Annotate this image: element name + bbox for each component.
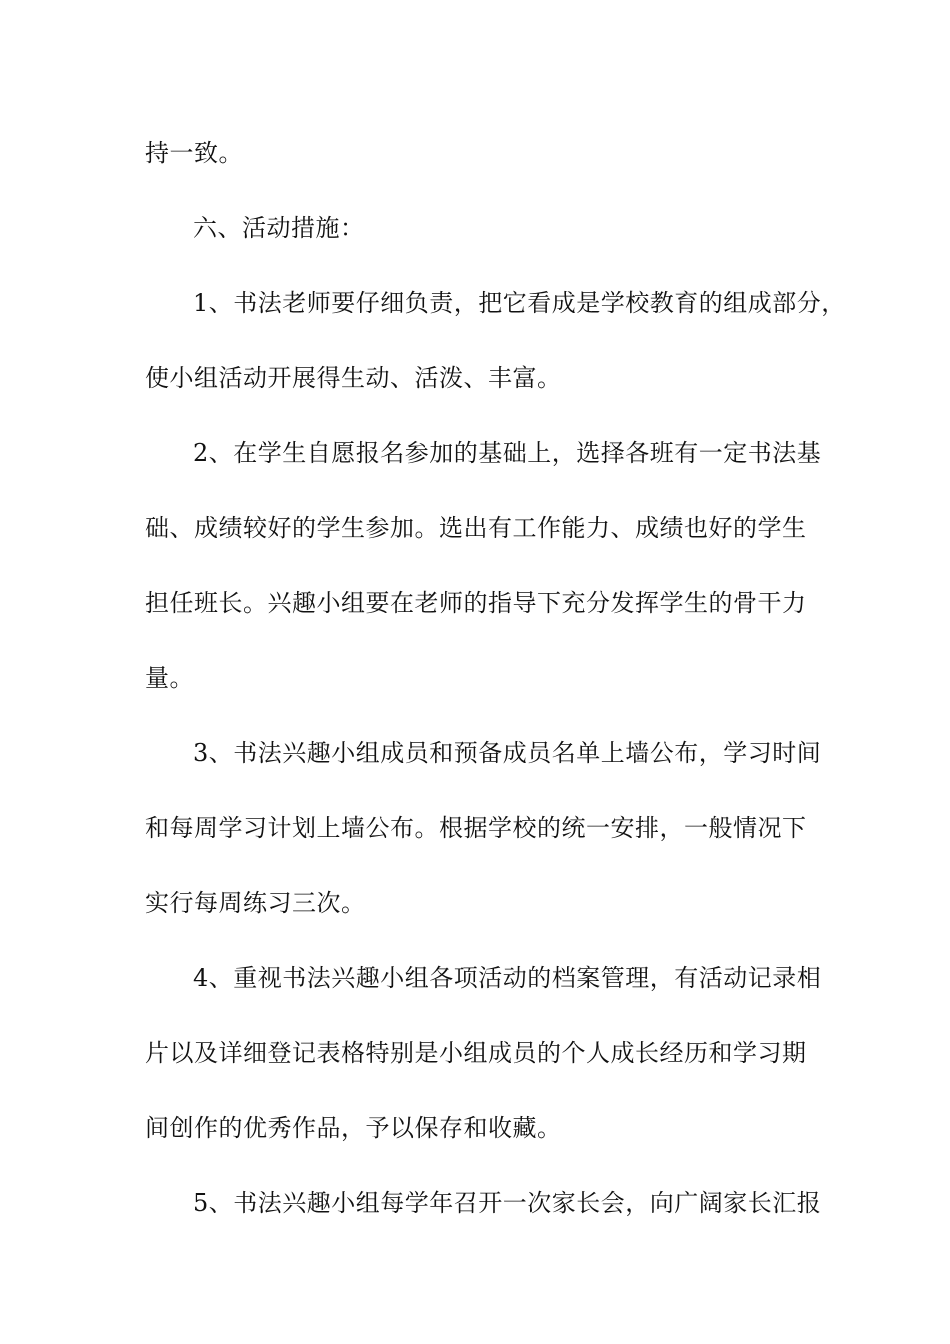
paragraph-line: 间创作的优秀作品，予以保存和收藏。: [145, 1114, 562, 1142]
section-heading: 六、活动措施：: [193, 214, 365, 242]
paragraph-line: 3、书法兴趣小组成员和预备成员名单上墙公布，学习时间: [193, 739, 822, 767]
paragraph-line: 4、重视书法兴趣小组各项活动的档案管理，有活动记录相: [193, 964, 822, 992]
paragraph-line: 1、书法老师要仔细负责，把它看成是学校教育的组成部分，: [193, 289, 846, 317]
paragraph-line: 础、成绩较好的学生参加。选出有工作能力、成绩也好的学生: [145, 514, 807, 542]
paragraph-line: 量。: [145, 664, 194, 692]
paragraph-line: 实行每周练习三次。: [145, 889, 366, 917]
paragraph-line: 5、书法兴趣小组每学年召开一次家长会，向广阔家长汇报: [193, 1189, 822, 1217]
paragraph-line: 和每周学习计划上墙公布。根据学校的统一安排，一般情况下: [145, 814, 807, 842]
paragraph-line: 持一致。: [145, 139, 243, 167]
paragraph-line: 担任班长。兴趣小组要在老师的指导下充分发挥学生的骨干力: [145, 589, 807, 617]
paragraph-line: 2、在学生自愿报名参加的基础上，选择各班有一定书法基: [193, 439, 822, 467]
paragraph-line: 使小组活动开展得生动、活泼、丰富。: [145, 364, 562, 392]
paragraph-line: 片以及详细登记表格特别是小组成员的个人成长经历和学习期: [145, 1039, 807, 1067]
